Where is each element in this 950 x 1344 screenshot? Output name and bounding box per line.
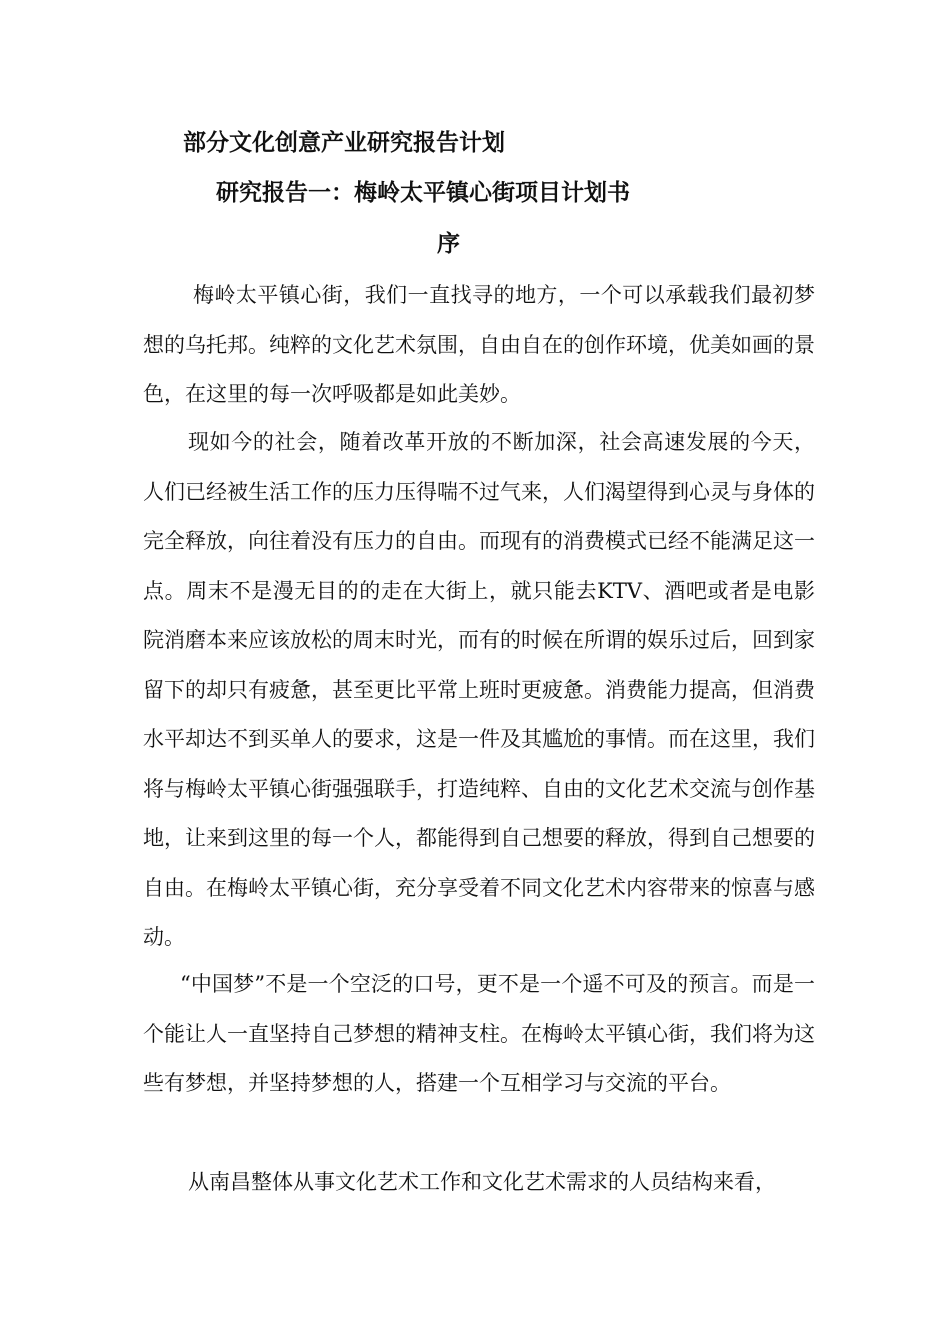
section-heading-preface: 序 [437,230,460,257]
paragraph-nanchang: 从南昌整体从事文化艺术工作和文化艺术需求的人员结构来看， [188,1170,776,1194]
paragraph-society: 现如今的社会，随着改革开放的不断加深，社会高速发展的今天，人们已经被生活工作的压力压得喘不过气来，人们渴望得到心灵与身体的完全释放，向往着没有压力的自由。而现有的消费模式已经不能满足这一点。周末不是漫无目的的走在大街上，就只能去KTV、酒吧或者是电影院消磨本来应该放松的周末时光，而有的时候在所谓的娱乐过后，回到家留下的却只有疲惫，甚至更比平常上班时更疲惫。消费能力提高，但消费水平却达不到买单人的要求，这是一件及其尴尬的事情。而在这里，我们将与梅岭太平镇心街强强联手，打造纯粹、自由的文化艺术交流与创作基地，让来到这里的每一个人，都能得到自己想要的释放，得到自己想要的自由。在梅岭太平镇心街，充分享受着不同文化艺术内容带来的惊喜与感动。 [143,430,815,949]
paragraph-intro: 梅岭太平镇心街，我们一直找寻的地方，一个可以承载我们最初梦想的乌托邦。纯粹的文化艺术氛围，自由自在的创作环境，优美如画的景色，在这里的每一次呼吸都是如此美妙。 [143,283,815,406]
paragraph-china-dream: “中国梦”不是一个空泛的口号，更不是一个遥不可及的预言。而是一个能让人一直坚持自己梦想的精神支柱。在梅岭太平镇心街，我们将为这些有梦想，并坚持梦想的人，搭建一个互相学习与交流的平台。 [143,972,815,1095]
document-title: 部分文化创意产业研究报告计划 [183,129,505,156]
document-subtitle: 研究报告一：梅岭太平镇心街项目计划书 [216,179,630,206]
